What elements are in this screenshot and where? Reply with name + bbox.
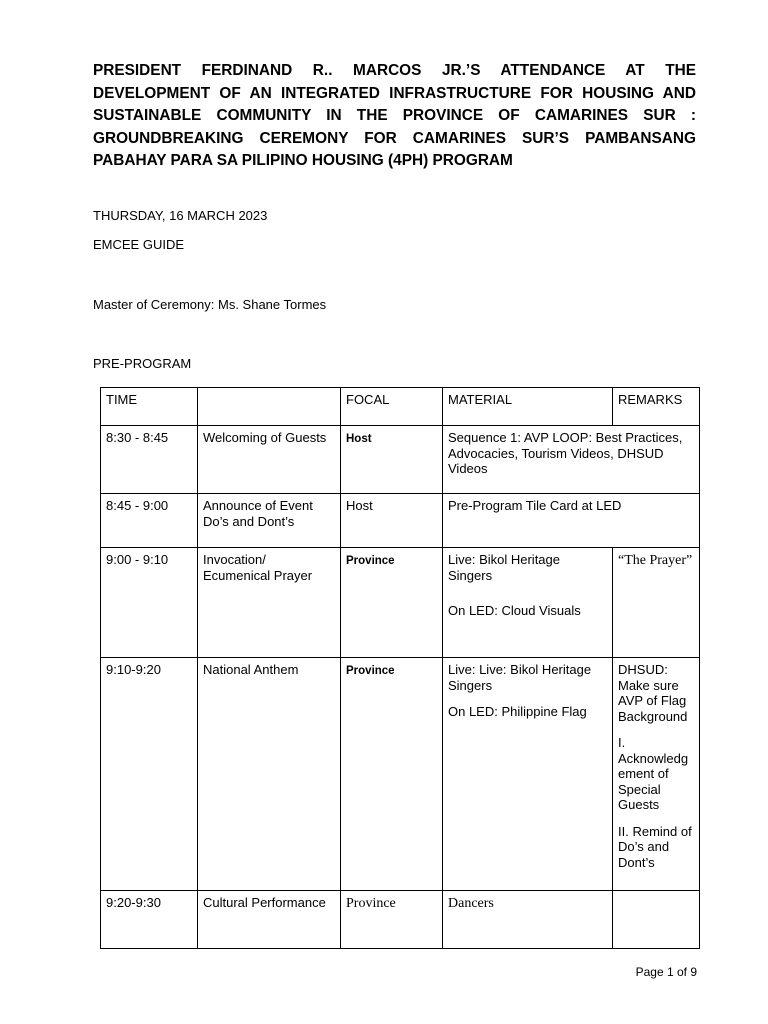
remark-reminder: II. Remind of Do’s and Dont’s (618, 823, 692, 870)
master-of-ceremony: Master of Ceremony: Ms. Shane Tormes (93, 297, 327, 312)
row-material: Dancers (443, 891, 613, 949)
row-remarks: “The Prayer” (613, 548, 700, 658)
remark-flag: DHSUD: Make sure AVP of Flag Background (618, 662, 688, 724)
row-material: Sequence 1: AVP LOOP: Best Practices, Advocacies, Tourism Videos, DHSUD Videos (443, 426, 700, 494)
row-time: 9:20-9:30 (101, 891, 198, 949)
header-remarks: REMARKS (613, 388, 700, 426)
header-material: MATERIAL (443, 388, 613, 426)
material-led: On LED: Cloud Visuals (448, 603, 581, 618)
focal-text: Province (346, 555, 395, 567)
row-focal: Province (341, 891, 443, 949)
row-material (443, 658, 613, 891)
emcee-guide-label: EMCEE GUIDE (93, 237, 185, 252)
event-date: THURSDAY, 16 MARCH 2023 (93, 208, 268, 223)
row-activity: National Anthem (198, 658, 341, 891)
page-number: Page 1 of 9 (635, 965, 697, 979)
row-time: 9:10-9:20 (101, 658, 198, 891)
row-activity: Announce of Event Do’s and Dont’s (198, 494, 341, 548)
row-time: 8:45 - 9:00 (101, 494, 198, 548)
row-focal (341, 658, 443, 891)
row-time: 8:30 - 8:45 (101, 426, 198, 494)
table-row (101, 658, 700, 891)
table-row (101, 494, 700, 548)
row-remarks (613, 658, 700, 891)
document-title: PRESIDENT FERDINAND R.. MARCOS JR.’S ATTENDANCE AT THE DEVELOPMENT OF AN INTEGRATED INFRASTRUCTURE FOR HOUSING AND SUSTAINABLE COMMUNITY IN THE PROVINCE OF CAMARINES SUR : GROUNDBREAKING CEREMONY FOR CAMARINES SUR’S PAMBANSANG PABAHAY PARA SA PILIPINO HOUSING (4PH) PROGRAM (93, 62, 696, 170)
material-live: Live: Bikol Heritage Singers (448, 552, 560, 583)
header-focal: FOCAL (341, 388, 443, 426)
section-heading: PRE-PROGRAM (93, 356, 192, 371)
table-header-row (101, 388, 700, 426)
header-activity (198, 388, 341, 426)
header-time: TIME (101, 388, 198, 426)
remark-acknowledgement: I. Acknowledg ement of Special Guests (618, 735, 689, 812)
row-focal (341, 548, 443, 658)
row-remarks (613, 891, 700, 949)
material-led: On LED: Philippine Flag (448, 704, 587, 719)
row-activity: Welcoming of Guests (198, 426, 341, 494)
row-focal: Host (341, 494, 443, 548)
table-row (101, 548, 700, 658)
row-activity: Invocation/ Ecumenical Prayer (198, 548, 341, 658)
focal-text: Host (346, 433, 372, 445)
focal-text: Province (346, 665, 395, 677)
table-row (101, 891, 700, 949)
row-material: Pre-Program Tile Card at LED (443, 494, 700, 548)
material-live: Live: Live: Bikol Heritage Singers (448, 662, 592, 693)
program-table (100, 387, 700, 949)
row-activity: Cultural Performance (198, 891, 341, 949)
table-row (101, 426, 700, 494)
row-focal (341, 426, 443, 494)
row-material (443, 548, 613, 658)
row-time: 9:00 - 9:10 (101, 548, 198, 658)
